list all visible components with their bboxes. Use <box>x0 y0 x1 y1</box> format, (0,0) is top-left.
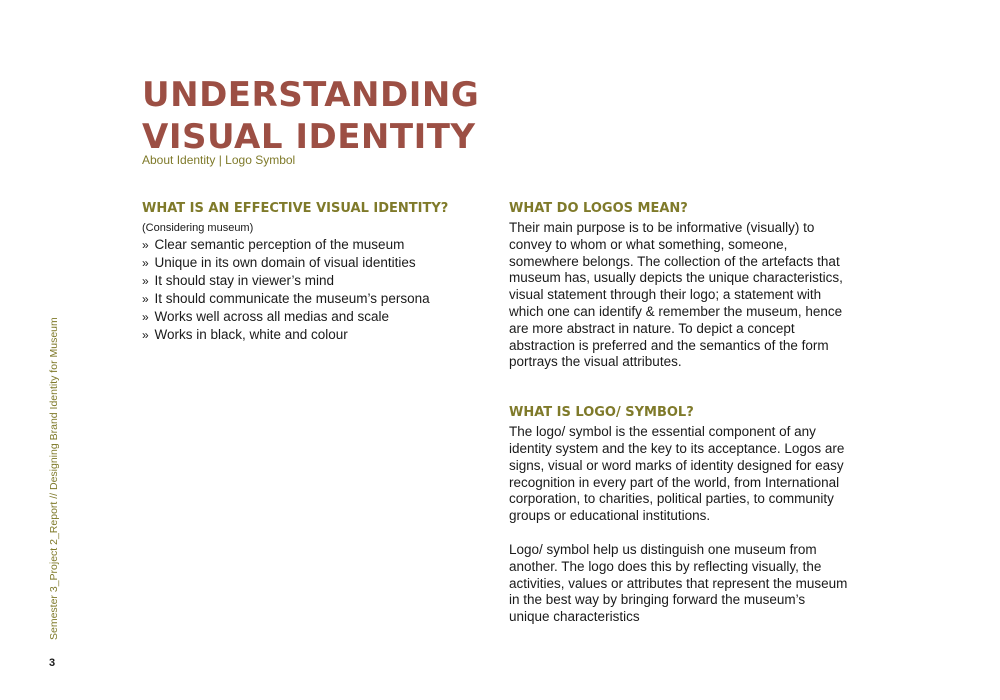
list-item <box>142 254 472 272</box>
page-subtitle: About Identity | Logo Symbol <box>142 153 296 167</box>
identity-criteria-list <box>142 236 472 344</box>
left-column <box>142 200 472 344</box>
page-title <box>142 74 479 158</box>
page-number: 3 <box>49 657 56 669</box>
logo-symbol-heading: WHAT IS LOGO/ SYMBOL? <box>509 405 694 421</box>
bullet-chevron-icon: » <box>142 256 149 270</box>
list-item <box>142 272 472 290</box>
list-item <box>142 236 472 254</box>
list-item-text: Clear semantic perception of the museum <box>154 237 405 252</box>
list-item-text: It should communicate the museum’s persona <box>154 291 430 306</box>
considering-note: (Considering museum) <box>142 222 254 234</box>
list-item <box>142 326 472 344</box>
page-title-line-1: UNDERSTANDING <box>142 75 480 115</box>
bullet-chevron-icon: » <box>142 238 149 252</box>
logos-meaning-paragraph: Their main purpose is to be informative (visually) to convey to whom or what something, someone, somewhere belongs. The collection of the artefacts that museum has, usually depicts the unique characteristics, visual statement through their logo; a statement with which one can identify & remember the museum, hence are more abstract in nature. To depict a concept abstraction is preferred and the semantics of the form portrays the visual attributes. <box>509 220 843 370</box>
logos-meaning-section <box>509 200 849 371</box>
logo-symbol-section <box>509 404 849 626</box>
list-item-text: It should stay in viewer’s mind <box>154 273 335 288</box>
logos-meaning-heading: WHAT DO LOGOS MEAN? <box>509 201 688 216</box>
right-column <box>509 200 849 626</box>
list-item <box>142 290 472 308</box>
list-item-text: Works well across all medias and scale <box>154 309 390 324</box>
logo-symbol-paragraph-1: The logo/ symbol is the essential component of any identity system and the key to its acceptance. Logos are signs, visual or word marks of identity designed for easy recognition in every part of the world, from International corporation, to charities, political parties, to community groups or educational institutions. <box>509 424 845 524</box>
bullet-chevron-icon: » <box>142 292 149 306</box>
bullet-chevron-icon: » <box>142 328 149 342</box>
bullet-chevron-icon: » <box>142 274 149 288</box>
list-item-text: Unique in its own domain of visual identities <box>154 255 416 270</box>
logo-symbol-paragraph-2: Logo/ symbol help us distinguish one museum from another. The logo does this by reflecting visually, the activities, values or attributes that represent the museum in the best way by bringing forward the museum’s unique characteristics <box>509 541 848 625</box>
effective-identity-heading: WHAT IS AN EFFECTIVE VISUAL IDENTITY? <box>142 201 449 216</box>
sidebar-report-label: Semester 3_Project 2_Report // Designing Brand Identity for Museum <box>48 317 60 640</box>
list-item-text: Works in black, white and colour <box>154 327 348 342</box>
page-title-line-2: VISUAL IDENTITY <box>142 117 476 157</box>
bullet-chevron-icon: » <box>142 310 149 324</box>
list-item <box>142 308 472 326</box>
